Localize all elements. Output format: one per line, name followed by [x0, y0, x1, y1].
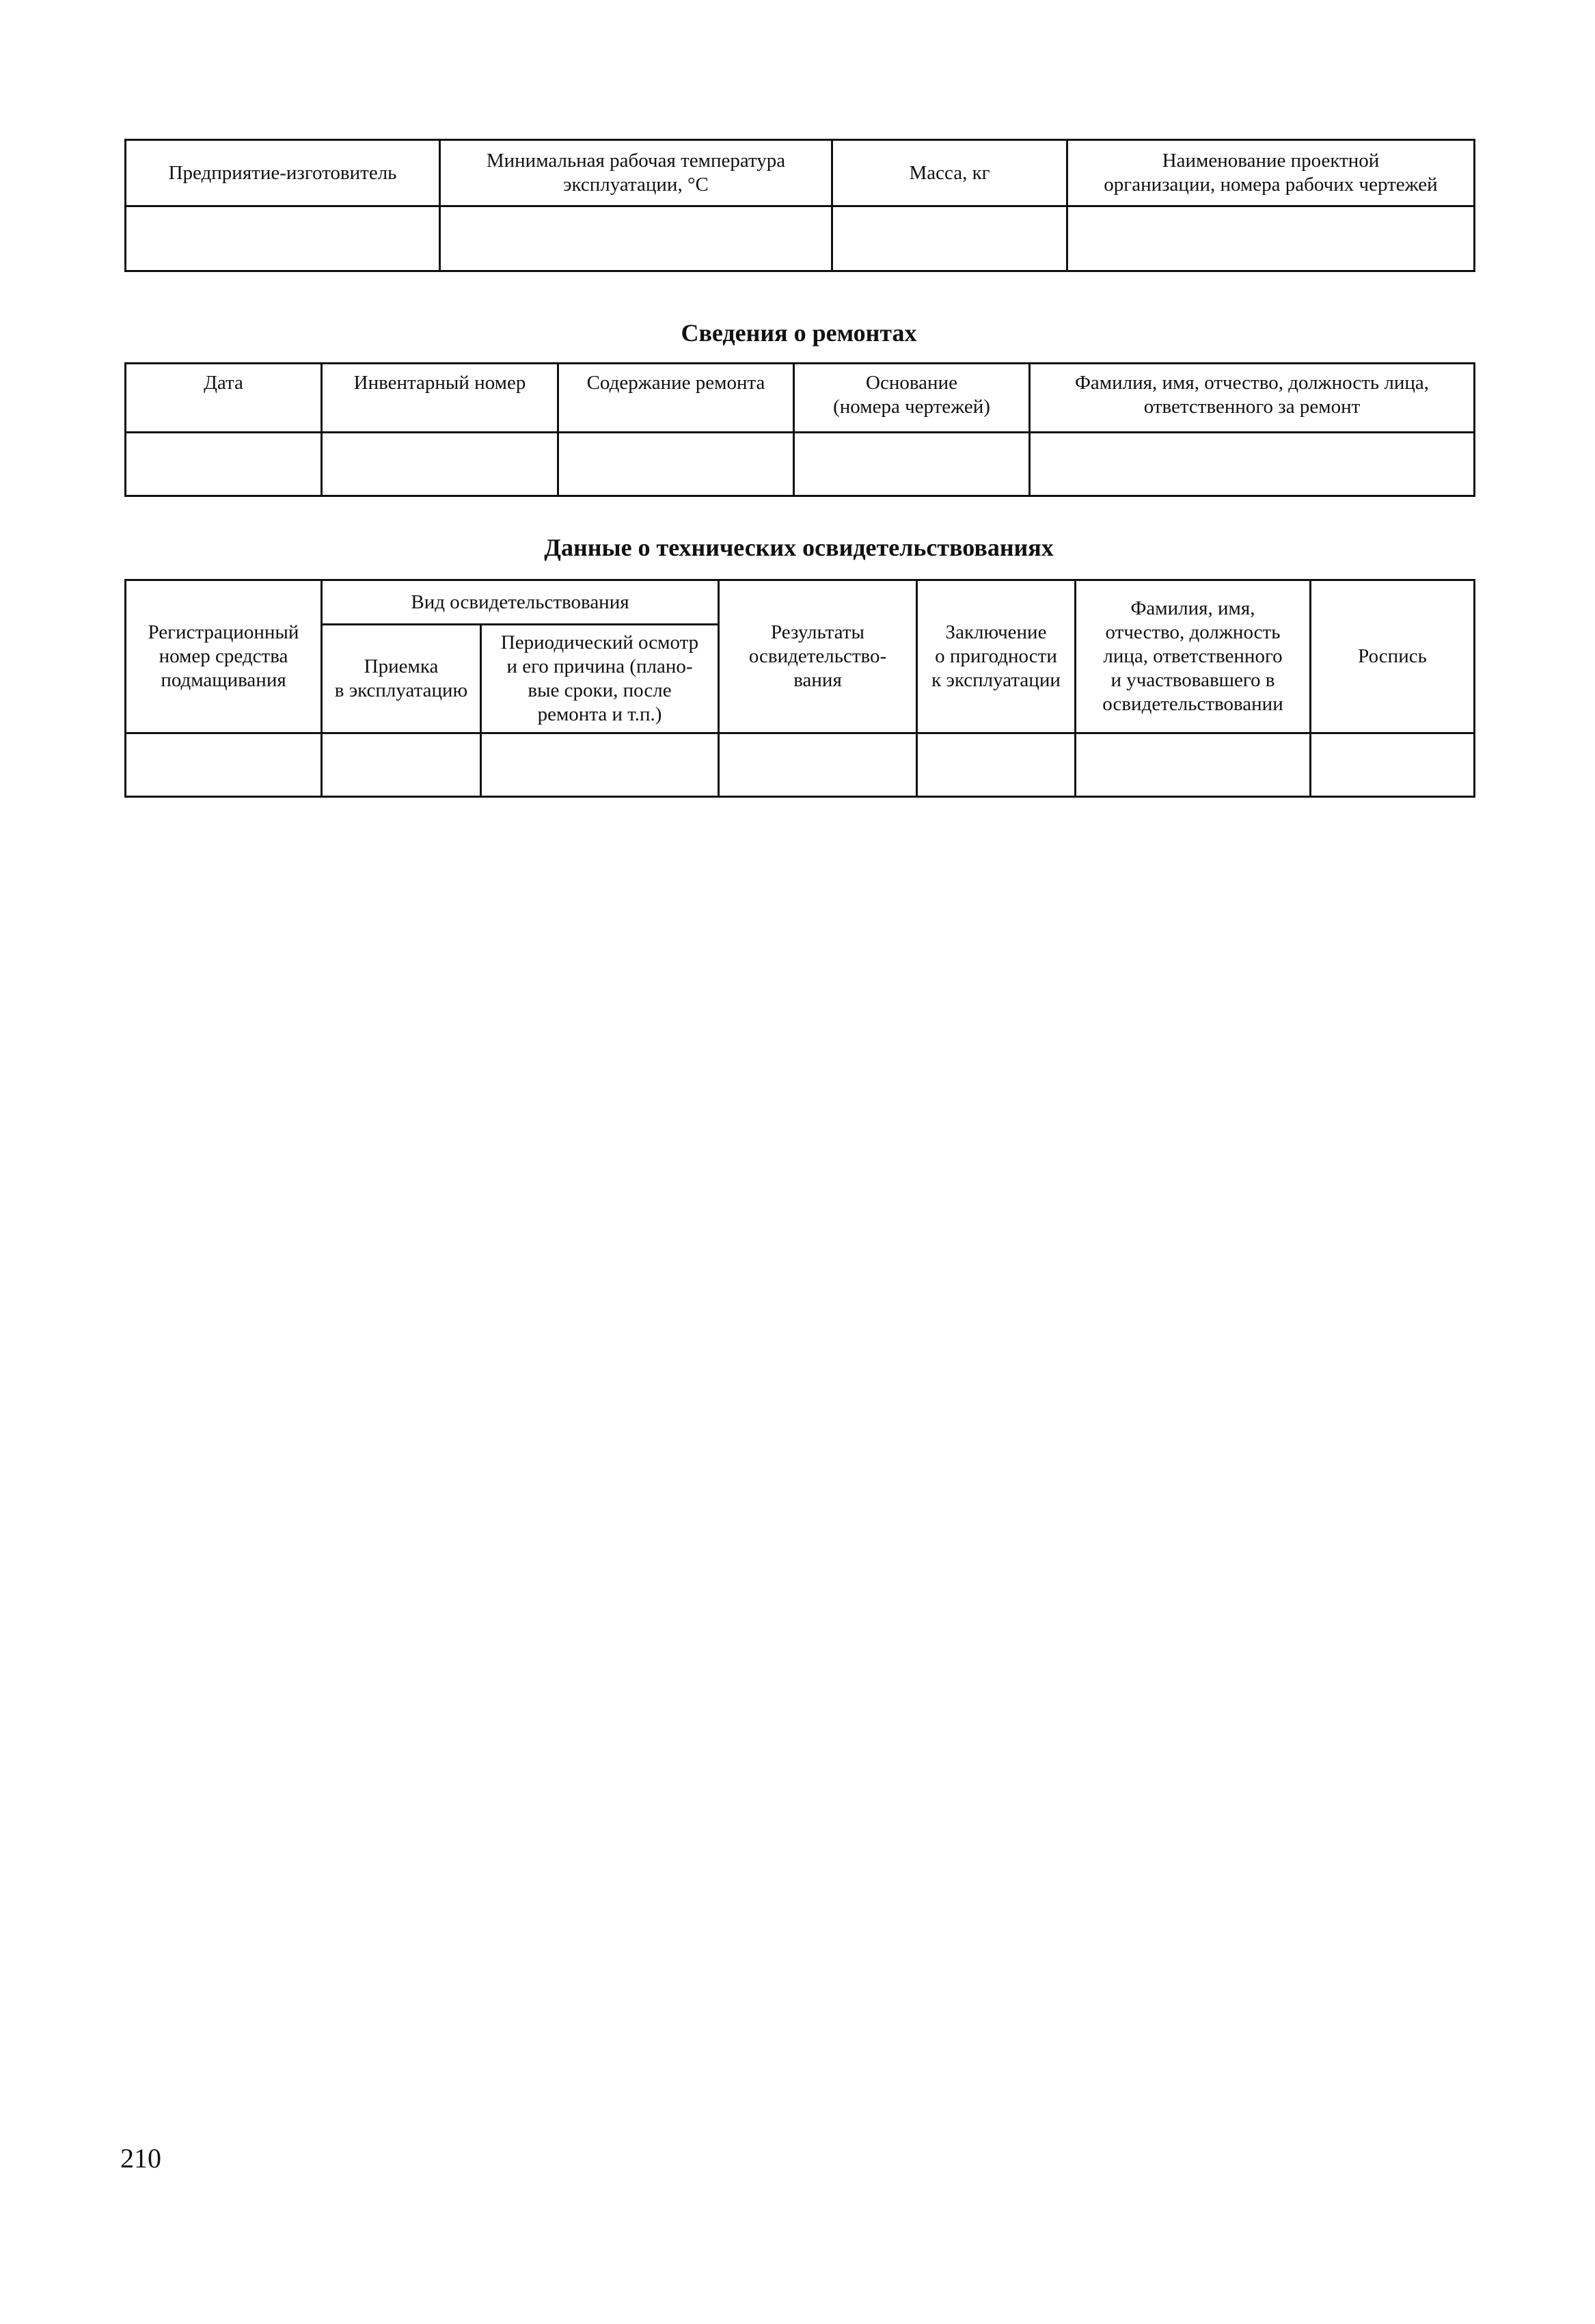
- passport-table: [124, 139, 1475, 272]
- header-date: Дата: [126, 364, 322, 433]
- header-design-organization: Наименование проектной организации, номера рабочих чертежей: [1067, 140, 1475, 206]
- inventory-number-cell[interactable]: [322, 433, 558, 496]
- page-number: 210: [120, 2143, 161, 2174]
- periodic-inspection-cell[interactable]: [481, 733, 719, 797]
- mass-cell[interactable]: [832, 206, 1067, 271]
- header-inspection-results: Результаты освидетельство- вания: [719, 580, 917, 733]
- manufacturer-cell[interactable]: [126, 206, 440, 271]
- table-row: [126, 433, 1475, 496]
- basis-cell[interactable]: [794, 433, 1030, 496]
- repairs-title: Сведения о ремонтах: [681, 319, 917, 347]
- header-min-temperature: Минимальная рабочая температура эксплуатации, °С: [440, 140, 832, 206]
- fitness-conclusion-cell[interactable]: [917, 733, 1076, 797]
- header-periodic-inspection: Периодический осмотр и его причина (плано- вые сроки, после ремонта и т.п.): [481, 625, 719, 733]
- header-signature: Роспись: [1311, 580, 1475, 733]
- table-row: [126, 733, 1475, 797]
- header-inspection-type: Вид освидетельствования: [322, 580, 719, 625]
- table-header-row: [126, 580, 1475, 625]
- header-repair-content: Содержание ремонта: [558, 364, 794, 433]
- min-temperature-cell[interactable]: [440, 206, 832, 271]
- repair-content-cell[interactable]: [558, 433, 794, 496]
- inspections-title: Данные о технических освидетельствованиях: [544, 534, 1054, 561]
- responsible-participant-cell[interactable]: [1076, 733, 1311, 797]
- signature-cell[interactable]: [1311, 733, 1475, 797]
- header-acceptance: Приемка в эксплуатацию: [322, 625, 481, 733]
- header-basis: Основание (номера чертежей): [794, 364, 1030, 433]
- header-responsible-person: Фамилия, имя, отчество, должность лица, ответственного за ремонт: [1030, 364, 1475, 433]
- inspection-results-cell[interactable]: [719, 733, 917, 797]
- table-row: [126, 206, 1475, 271]
- header-fitness-conclusion: Заключение о пригодности к эксплуатации: [917, 580, 1076, 733]
- header-responsible-participant: Фамилия, имя, отчество, должность лица, ответственного и участвовавшего в освидетельствовании: [1076, 580, 1311, 733]
- header-manufacturer: Предприятие-изготовитель: [126, 140, 440, 206]
- header-registration-number: Регистрационный номер средства подмащивания: [126, 580, 322, 733]
- table-header-row: [126, 140, 1475, 206]
- registration-number-cell[interactable]: [126, 733, 322, 797]
- inspections-table: [124, 579, 1475, 798]
- acceptance-cell[interactable]: [322, 733, 481, 797]
- header-mass: Масса, кг: [832, 140, 1067, 206]
- design-organization-cell[interactable]: [1067, 206, 1475, 271]
- responsible-person-cell[interactable]: [1030, 433, 1475, 496]
- date-cell[interactable]: [126, 433, 322, 496]
- table-header-row: [126, 364, 1475, 433]
- repairs-table: [124, 362, 1475, 497]
- header-inventory-number: Инвентарный номер: [322, 364, 558, 433]
